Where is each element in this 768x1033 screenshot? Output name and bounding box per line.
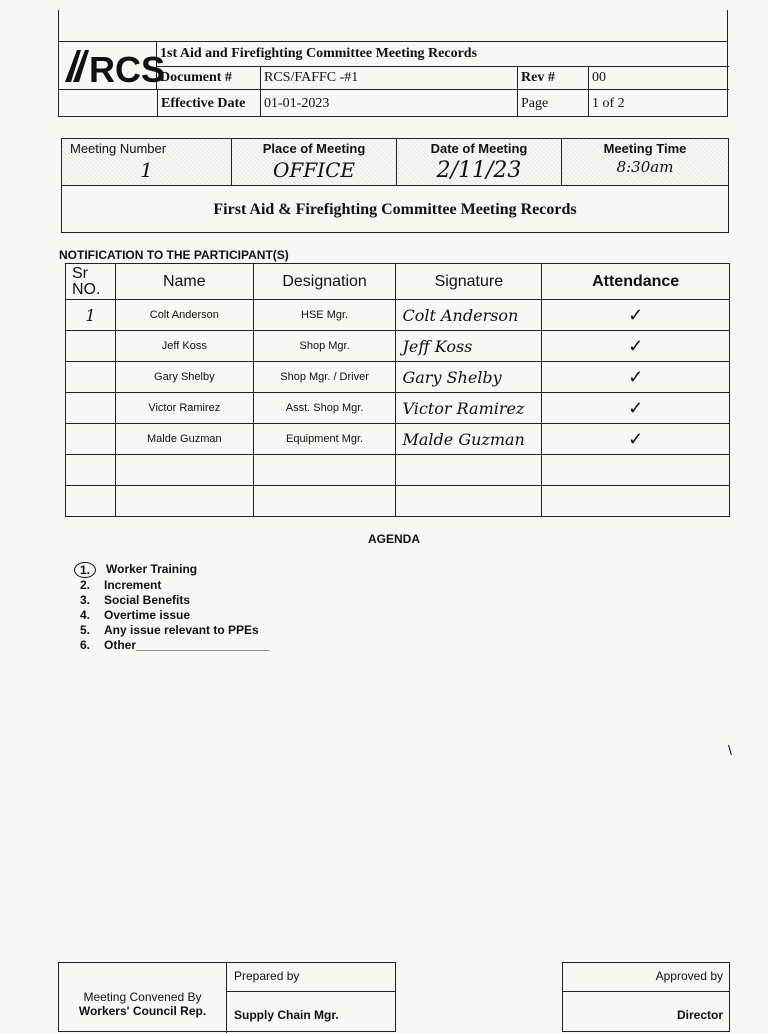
table-row — [66, 393, 730, 424]
document-label: Document # — [157, 67, 261, 90]
meeting-info-table — [61, 138, 729, 233]
agenda-item — [80, 608, 269, 623]
row-attendance — [542, 455, 730, 486]
agenda-item-text: Any issue relevant to PPEs — [104, 623, 259, 637]
col-sr: Sr NO. — [66, 264, 116, 300]
participants-section-title: NOTIFICATION TO THE PARTICIPANT(S) — [59, 248, 289, 262]
row-signature — [396, 455, 542, 486]
date-of-meeting-value: 2/11/23 — [436, 158, 522, 183]
row-designation: Equipment Mgr. — [253, 424, 396, 455]
form-title: 1st Aid and Firefighting Committee Meeting Records — [157, 42, 729, 67]
row-designation: Shop Mgr. / Driver — [253, 362, 396, 393]
meeting-number-value: 1 — [140, 158, 153, 182]
agenda-item — [80, 578, 269, 593]
row-sr: 1 — [66, 300, 116, 331]
rev-value: 00 — [589, 67, 729, 90]
place-of-meeting-value: OFFICE — [273, 158, 355, 182]
table-row — [66, 486, 730, 517]
participants-header-row — [66, 264, 730, 300]
row-designation: Asst. Shop Mgr. — [253, 393, 396, 424]
agenda-item-text: Social Benefits — [104, 593, 191, 607]
row-attendance: ✓ — [542, 362, 730, 393]
row-signature: Victor Ramirez — [396, 393, 542, 424]
agenda-item-text: Increment — [104, 578, 162, 592]
footer-right-box — [562, 962, 730, 1032]
row-attendance: ✓ — [542, 393, 730, 424]
document-value: RCS/FAFFC -#1 — [261, 67, 518, 90]
agenda-item-text: Other____________________ — [104, 638, 270, 652]
meeting-number-label: Meeting Number — [70, 141, 167, 156]
meeting-time-cell — [562, 139, 728, 186]
agenda-title: AGENDA — [368, 532, 421, 546]
agenda-item — [80, 593, 269, 608]
records-title: First Aid & Firefighting Committee Meeting Records — [213, 200, 577, 218]
prepared-by-value: Supply Chain Mgr. — [234, 1008, 339, 1022]
page-label: Page — [518, 90, 589, 117]
row-name — [115, 455, 253, 486]
col-attendance: Attendance — [542, 264, 730, 300]
date-of-meeting-cell — [397, 139, 562, 186]
approved-by-value: Director — [676, 1008, 723, 1022]
agenda-list — [80, 562, 269, 653]
agenda-item-number: 4. — [80, 608, 91, 622]
row-designation — [253, 455, 396, 486]
col-name: Name — [115, 264, 253, 300]
row-designation: HSE Mgr. — [253, 300, 396, 331]
row-signature: Jeff Koss — [396, 331, 542, 362]
row-name: Jeff Koss — [115, 331, 253, 362]
row-signature — [396, 486, 542, 517]
agenda-item-text: Worker Training — [106, 562, 198, 576]
table-row — [66, 424, 730, 455]
meeting-number-cell — [62, 139, 232, 186]
participants-table — [65, 263, 730, 517]
table-row — [66, 362, 730, 393]
row-signature: Malde Guzman — [396, 424, 542, 455]
agenda-item-number: 6. — [80, 638, 91, 652]
col-designation: Designation — [253, 264, 396, 300]
agenda-item — [80, 638, 269, 653]
date-of-meeting-label: Date of Meeting — [430, 141, 528, 156]
row-designation: Shop Mgr. — [253, 331, 396, 362]
agenda-item-text: Overtime issue — [104, 608, 191, 622]
row-attendance: ✓ — [542, 424, 730, 455]
place-of-meeting-label: Place of Meeting — [262, 141, 366, 156]
row-attendance: ✓ — [542, 331, 730, 362]
table-row — [66, 300, 730, 331]
row-sr — [66, 362, 116, 393]
row-signature: Colt Anderson — [396, 300, 542, 331]
row-signature: Gary Shelby — [396, 362, 542, 393]
row-name: Colt Anderson — [115, 300, 253, 331]
row-attendance — [542, 486, 730, 517]
row-sr — [66, 393, 116, 424]
convened-by-value: Workers' Council Rep. — [78, 1004, 207, 1018]
prepared-by-label: Prepared by — [227, 963, 395, 992]
convened-by-cell — [59, 963, 227, 1033]
agenda-item-number: 5. — [80, 623, 91, 637]
rev-label: Rev # — [518, 67, 589, 90]
agenda-item — [80, 562, 269, 578]
row-name — [115, 486, 253, 517]
row-designation — [253, 486, 396, 517]
agenda-item — [80, 623, 269, 638]
logo-text: RCS — [89, 49, 166, 90]
company-logo — [59, 42, 166, 90]
document-header — [58, 41, 728, 117]
row-attendance: ✓ — [542, 300, 730, 331]
convened-by-label: Meeting Convened By — [83, 990, 202, 1004]
place-of-meeting-cell — [232, 139, 397, 186]
approved-by-label: Approved by — [563, 963, 729, 992]
row-name: Malde Guzman — [115, 424, 253, 455]
agenda-item-number: 2. — [80, 578, 91, 592]
agenda-item-number: 3. — [80, 593, 91, 607]
row-sr — [66, 424, 116, 455]
row-sr — [66, 331, 116, 362]
row-name: Victor Ramirez — [115, 393, 253, 424]
row-name: Gary Shelby — [115, 362, 253, 393]
table-row — [66, 331, 730, 362]
effective-date-label: Effective Date — [157, 90, 261, 117]
meeting-time-label: Meeting Time — [603, 141, 687, 156]
stray-pen-mark: \ — [728, 742, 732, 758]
effective-date-value: 01-01-2023 — [261, 90, 518, 117]
table-row — [66, 455, 730, 486]
row-sr — [66, 486, 116, 517]
page-value: 1 of 2 — [592, 95, 625, 111]
agenda-item-number-circled: 1. — [74, 562, 96, 578]
col-signature: Signature — [396, 264, 542, 300]
meeting-time-value: 8:30am — [616, 158, 674, 176]
row-sr — [66, 455, 116, 486]
footer-left-box — [58, 962, 396, 1032]
